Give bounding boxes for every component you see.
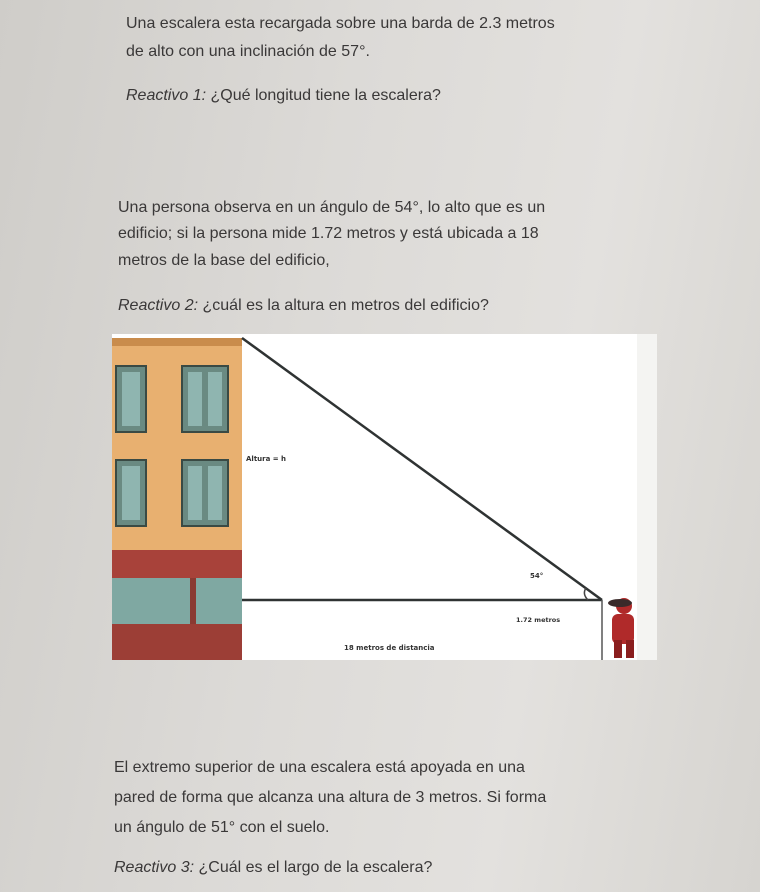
problem3-line1: El extremo superior de una escalera está apoyada en una [114, 759, 525, 776]
height-label: Altura = h [246, 455, 287, 463]
problem1-line1: Una escalera esta recargada sobre una barda de 2.3 metros [126, 15, 555, 32]
building-base [112, 624, 242, 660]
problem1-question [126, 88, 441, 104]
building-band [112, 550, 242, 578]
storefront-glass [112, 578, 242, 624]
window-glass [188, 466, 202, 520]
problem3-question-text: ¿Cuál es el largo de la escalera? [194, 859, 433, 876]
problem2-line3: metros de la base del edificio, [118, 252, 330, 269]
person-height-label: 1.72 metros [516, 616, 561, 624]
problem3-line3: un ángulo de 51° con el suelo. [114, 819, 330, 836]
window-glass [208, 372, 222, 426]
window-glass [208, 466, 222, 520]
angle-label: 54° [530, 572, 544, 580]
problem2-line2: edificio; si la persona mide 1.72 metros y está ubicada a 18 [118, 225, 539, 242]
distance-label: 18 metros de distancia [344, 644, 435, 652]
person-leg [626, 640, 634, 658]
problem1-question-text: ¿Qué longitud tiene la escalera? [206, 87, 441, 104]
building-figure [112, 334, 657, 660]
problem2-question [118, 298, 489, 314]
window-glass [122, 466, 140, 520]
problem3-question-label: Reactivo 3: [114, 859, 195, 876]
window-glass [122, 372, 140, 426]
problem2-question-label: Reactivo 2: [118, 297, 199, 314]
ground [242, 634, 657, 660]
person-leg [614, 640, 622, 658]
problem3-question [114, 860, 432, 876]
person-body [612, 614, 634, 644]
problem2-question-text: ¿cuál es la altura en metros del edificio? [198, 297, 489, 314]
window-glass [188, 372, 202, 426]
figure-right-margin [637, 334, 657, 660]
figure-svg [112, 334, 657, 660]
problem3-line2: pared de forma que alcanza una altura de 3 metros. Si forma [114, 789, 547, 806]
problem1-line2: de alto con una inclinación de 57°. [126, 43, 370, 60]
person-hat [608, 599, 632, 607]
building-roof [112, 338, 242, 346]
problem1-question-label: Reactivo 1: [126, 87, 207, 104]
problem2-line1: Una persona observa en un ángulo de 54°, lo alto que es un [118, 199, 546, 216]
